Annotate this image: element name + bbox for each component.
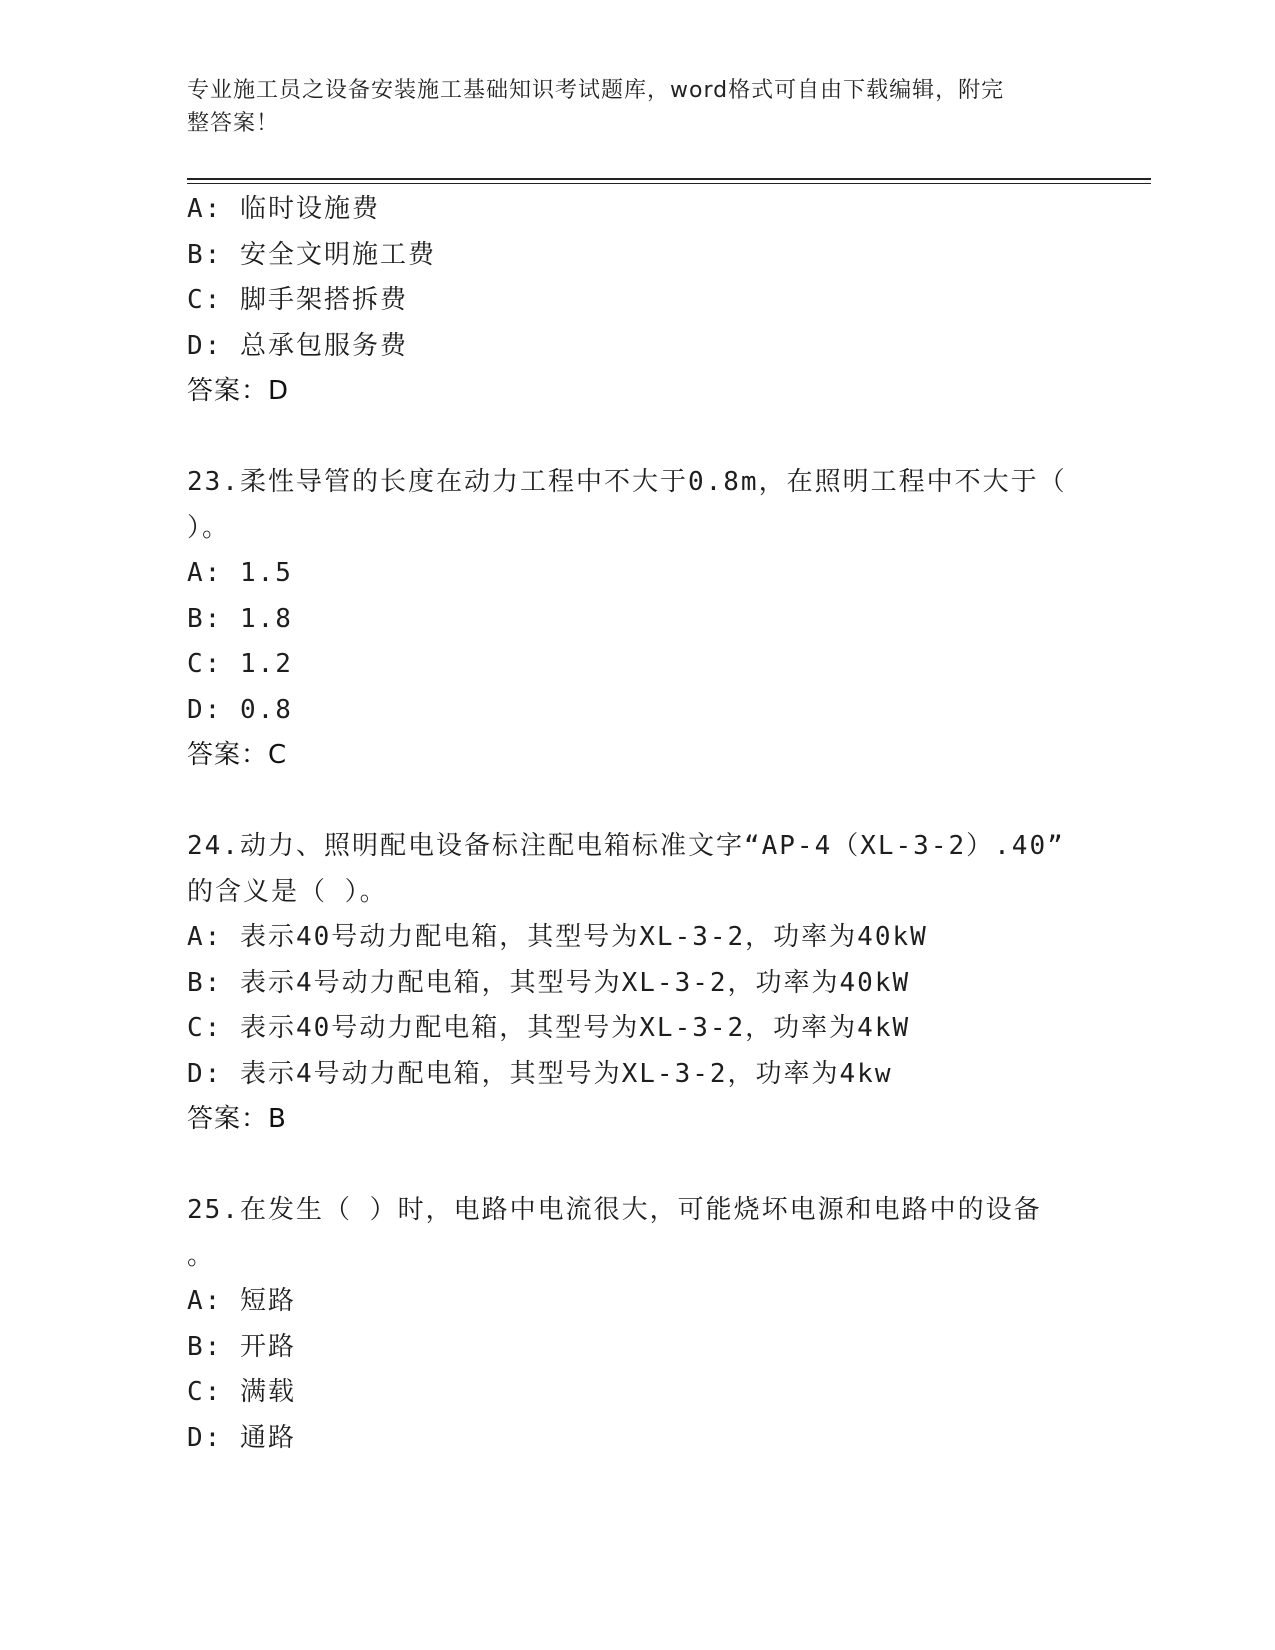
question-24 [187, 824, 1087, 1143]
spacer [187, 415, 1087, 461]
question-23 [187, 460, 1087, 779]
option-d: D: 总承包服务费 [187, 330, 408, 361]
option-a: A: 表示40号动力配电箱，其型号为XL-3-2，功率为40kW [187, 922, 928, 952]
answer-label: 答案：C [187, 740, 288, 770]
option-d: D: 表示4号动力配电箱，其型号为XL-3-2，功率为4kw [187, 1058, 893, 1089]
option-c: C: 表示40号动力配电箱，其型号为XL-3-2，功率为4kW [187, 1013, 911, 1043]
header-divider-thin [187, 183, 1151, 184]
option-b: B: 开路 [187, 1331, 296, 1362]
option-b: B: 表示4号动力配电箱，其型号为XL-3-2，功率为40kW [187, 967, 911, 998]
question-25 [187, 1188, 1087, 1461]
answer-label: 答案：D [187, 376, 290, 406]
spacer [187, 779, 1087, 825]
question-stem-continued: 。 [187, 1240, 216, 1271]
question-stem: 25.在发生（ ）时，电路中电流很大，可能烧坏电源和电路中的设备 [187, 1195, 1042, 1225]
option-a: A: 1.5 [187, 558, 293, 588]
option-d: D: 0.8 [187, 694, 293, 725]
question-content [187, 187, 1087, 1461]
header-divider-thick [187, 178, 1151, 180]
option-c: C: 1.2 [187, 649, 293, 679]
spacer [187, 1143, 1087, 1189]
question-stem: 23.柔性导管的长度在动力工程中不大于0.8m，在照明工程中不大于（ [187, 467, 1067, 497]
question-22 [187, 187, 1087, 415]
question-stem: 24.动力、照明配电设备标注配电箱标准文字“AP-4（XL-3-2）.40” [187, 831, 1065, 861]
option-a: A: 临时设施费 [187, 194, 380, 224]
question-stem-continued: ）。 [187, 512, 231, 543]
option-b: B: 1.8 [187, 603, 293, 634]
header-line-1: 专业施工员之设备安装施工基础知识考试题库，word格式可自由下载编辑，附完 [187, 78, 1005, 103]
option-b: B: 安全文明施工费 [187, 239, 436, 270]
question-stem-continued: 的含义是（ ）。 [187, 876, 388, 907]
header-line-2: 整答案！ [187, 111, 280, 136]
document-header [187, 74, 1067, 140]
option-c: C: 脚手架搭拆费 [187, 285, 408, 315]
option-d: D: 通路 [187, 1422, 296, 1453]
answer-label: 答案：B [187, 1104, 287, 1134]
option-a: A: 短路 [187, 1286, 296, 1316]
option-c: C: 满载 [187, 1377, 296, 1407]
